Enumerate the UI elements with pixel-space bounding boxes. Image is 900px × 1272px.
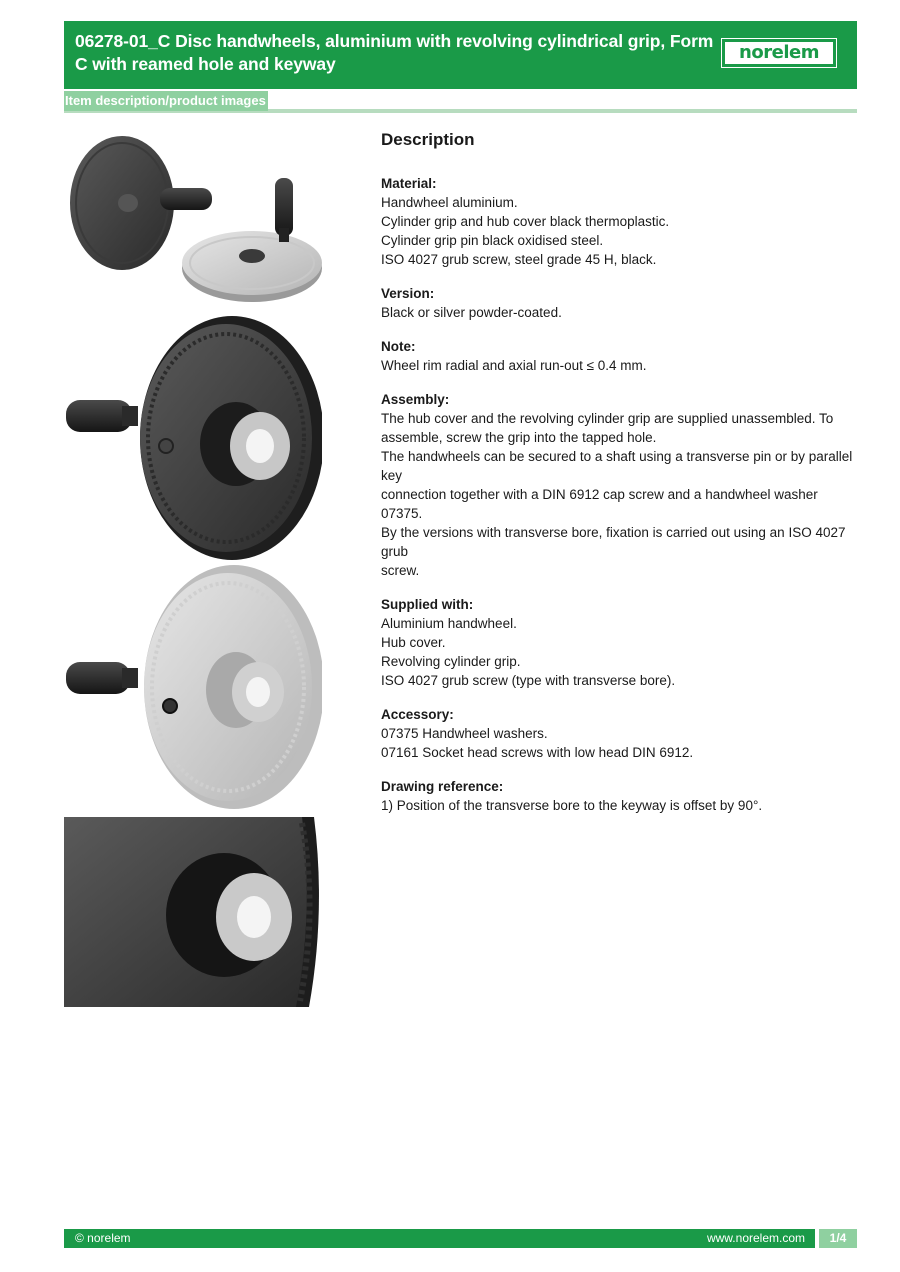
- description-blocks: [381, 174, 857, 815]
- logo-text: norelem: [739, 42, 819, 63]
- block-label: Version:: [381, 286, 435, 301]
- page-footer: [64, 1229, 815, 1248]
- block-text-line: 07161 Socket head screws with low head DIN 6912.: [381, 745, 694, 760]
- description-block: [381, 777, 857, 815]
- description-block: [381, 390, 857, 580]
- block-label: Accessory:: [381, 707, 454, 722]
- block-text-line: Cylinder grip and hub cover black thermoplastic.: [381, 214, 670, 229]
- product-image-closeup: [64, 817, 322, 1007]
- block-text-line: Cylinder grip pin black oxidised steel.: [381, 233, 604, 248]
- block-text-line: Black or silver powder-coated.: [381, 305, 562, 320]
- description-block: [381, 595, 857, 690]
- description-section: [381, 128, 857, 830]
- block-text-line: Aluminium handwheel.: [381, 616, 517, 631]
- block-text-line: By the versions with transverse bore, fixation is carried out using an ISO 4027 grub: [381, 525, 846, 559]
- block-label: Drawing reference:: [381, 779, 504, 794]
- description-block: [381, 705, 857, 762]
- block-text-line: The handwheels can be secured to a shaft using a transverse pin or by parallel key: [381, 449, 853, 483]
- block-text-line: Wheel rim radial and axial run-out ≤ 0.4 mm.: [381, 358, 647, 373]
- footer-website-link[interactable]: www.norelem.com: [706, 1231, 805, 1245]
- block-text-line: Handwheel aluminium.: [381, 195, 518, 210]
- description-block: [381, 284, 857, 322]
- block-text-line: assemble, screw the grip into the tapped hole.: [381, 430, 657, 445]
- block-text-line: The hub cover and the revolving cylinder grip are supplied unassembled. To: [381, 411, 834, 426]
- description-title: Description: [381, 130, 475, 149]
- footer-copyright: © norelem: [75, 1231, 131, 1245]
- block-text-line: ISO 4027 grub screw (type with transverse bore).: [381, 673, 676, 688]
- description-block: [381, 174, 857, 269]
- description-block: [381, 337, 857, 375]
- block-text-line: ISO 4027 grub screw, steel grade 45 H, black.: [381, 252, 657, 267]
- block-label: Supplied with:: [381, 597, 474, 612]
- block-label: Material:: [381, 176, 437, 191]
- page-number: 1/4: [819, 1229, 857, 1248]
- norelem-logo: [722, 39, 836, 67]
- block-text-line: 1) Position of the transverse bore to the keyway is offset by 90°.: [381, 798, 763, 813]
- product-image-black: [64, 314, 322, 562]
- page-header: [64, 21, 857, 89]
- block-label: Assembly:: [381, 392, 450, 407]
- section-tab: Item description/product images: [64, 91, 268, 111]
- block-text-line: 07375 Handwheel washers.: [381, 726, 548, 741]
- block-text-line: Hub cover.: [381, 635, 446, 650]
- block-text-line: screw.: [381, 563, 420, 578]
- product-image-silver: [64, 562, 322, 812]
- block-text-line: Revolving cylinder grip.: [381, 654, 521, 669]
- block-text-line: connection together with a DIN 6912 cap screw and a handwheel washer 07375.: [381, 487, 818, 521]
- block-label: Note:: [381, 339, 416, 354]
- product-title: 06278-01_C Disc handwheels, aluminium with revolving cylindrical grip, Form C with reamed hole and keyway: [75, 31, 714, 74]
- product-image-pair: [64, 128, 322, 314]
